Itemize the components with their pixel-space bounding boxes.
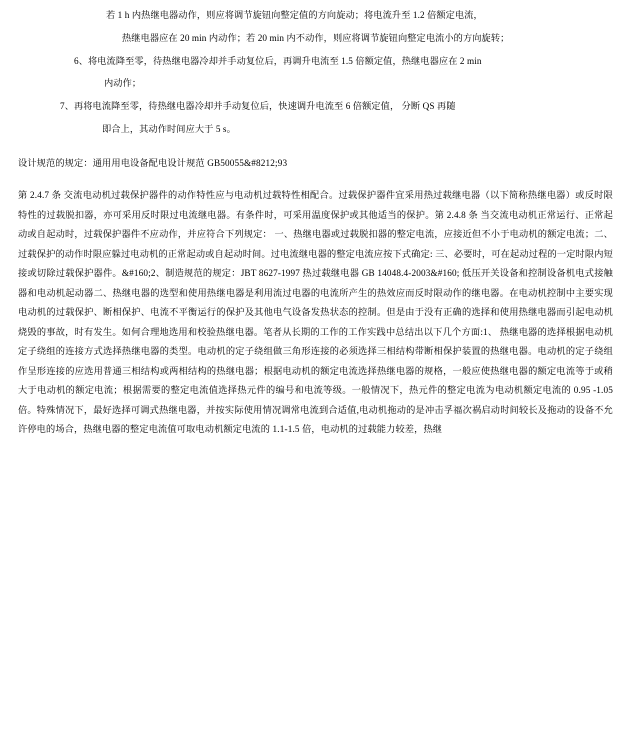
numbered-note-line: 若 1 h 内热继电器动作，则应将调节旋钮向整定值的方向旋动；将电流升至 1.2 倍额定电流， <box>106 10 483 20</box>
numbered-note-line: 7、再将电流降至零，待热继电器冷却并手动复位后，快速调升电流至 6 倍额定值， 分断 QS 再随 <box>60 101 456 112</box>
numbered-note-line: 即合上，其动作时间应大于 5 s。 <box>102 123 236 134</box>
section-divider <box>18 145 613 154</box>
body-paragraph: 第 2.4.7 条 交流电动机过载保护器件的动作特性应与电动机过载特性相配合。过载保护器件宜采用热过载继电器（以下简称热继电器）或反时限特性的过载脱扣器，亦可采用反时限过电流继电器。有条件时，可采用温度保护或其他适当的保护。第 2.4.8 条 当交流电动机正常运行、正常起动或自起动时，过载保护器件不应动作，并应符合下列规定： 一、热继电器或过载脱扣器的整定电流，应接近但不小于电动机的额定电流；二、过载保护的动作时限应躲过电动机的正常起动或自起动时间。过电流继电器的整定电流应按下式确定: 三、必要时，可在起动过程的一定时限内短接或切除过载保护器件。&#160;2、制造规范的规定：JBT 8627-1997 热过载继电器 GB 14048.4-2003&#160; 低压开关设备和控制设备机电式接触器和电动机起动器二、热继电器的选型和使用热继电器是利用流过电器的电流所产生的热效应而反时限动作的继电器。在电动机控制中主要实现电动机的过载保护、断相保护、电流不平衡运行的保护及其他电气设备发热状态的控制。但是由于没有正确的选择和使用热继电器而引起电动机烧毁的事故，时有发生。如何合理地选用和校验热继电器。笔者从长期的工作的工作实践中总结出以下几个方面:1、 热继电器的选择根据电动机定子绕组的连接方式选择热继电器的类型。电动机的定子绕组做三角形连接的必须选择三相结构带断相保护装置的热继电器。电动机的定子绕组作呈形连接的应选用普通三相结构或两相结构的热继电器；根据电动机的额定电流选择热继电器的规格，一般应使热继电器的额定电流等于或稍大于电动机的额定电流；根据需要的整定电流值选择热元件的编号和电流等级。一般情况下，热元件的整定电流为电动机额定电流的 0.95 -1.05 倍。特殊情况下，最好选择可调式热继电器，并按实际使用情况调常电流到合适值,电动机拖动的是冲击孚福次祸启动时间较长及拖动的设备不允许停电的场合，热继电器的整定电流值可取电动机额定电流的 1.1-1.5 倍，电动机的过载能力较差，热继 <box>18 190 613 435</box>
standard-reference-line: 设计规范的规定：通用用电设备配电设计规范 GB50055&#8212;93 <box>18 157 288 168</box>
numbered-note-line: 热继电器应在 20 min 内动作；若 20 min 内不动作，则应将调节旋钮向整定电流小的方向旋转； <box>122 32 510 43</box>
section-divider <box>18 173 613 186</box>
numbered-note-line: 6、将电流降至零，待热继电器冷却并手动复位后，再调升电流至 1.5 倍额定值，热继电器应在 2 min <box>74 55 482 66</box>
numbered-note-line: 内动作； <box>104 78 142 89</box>
